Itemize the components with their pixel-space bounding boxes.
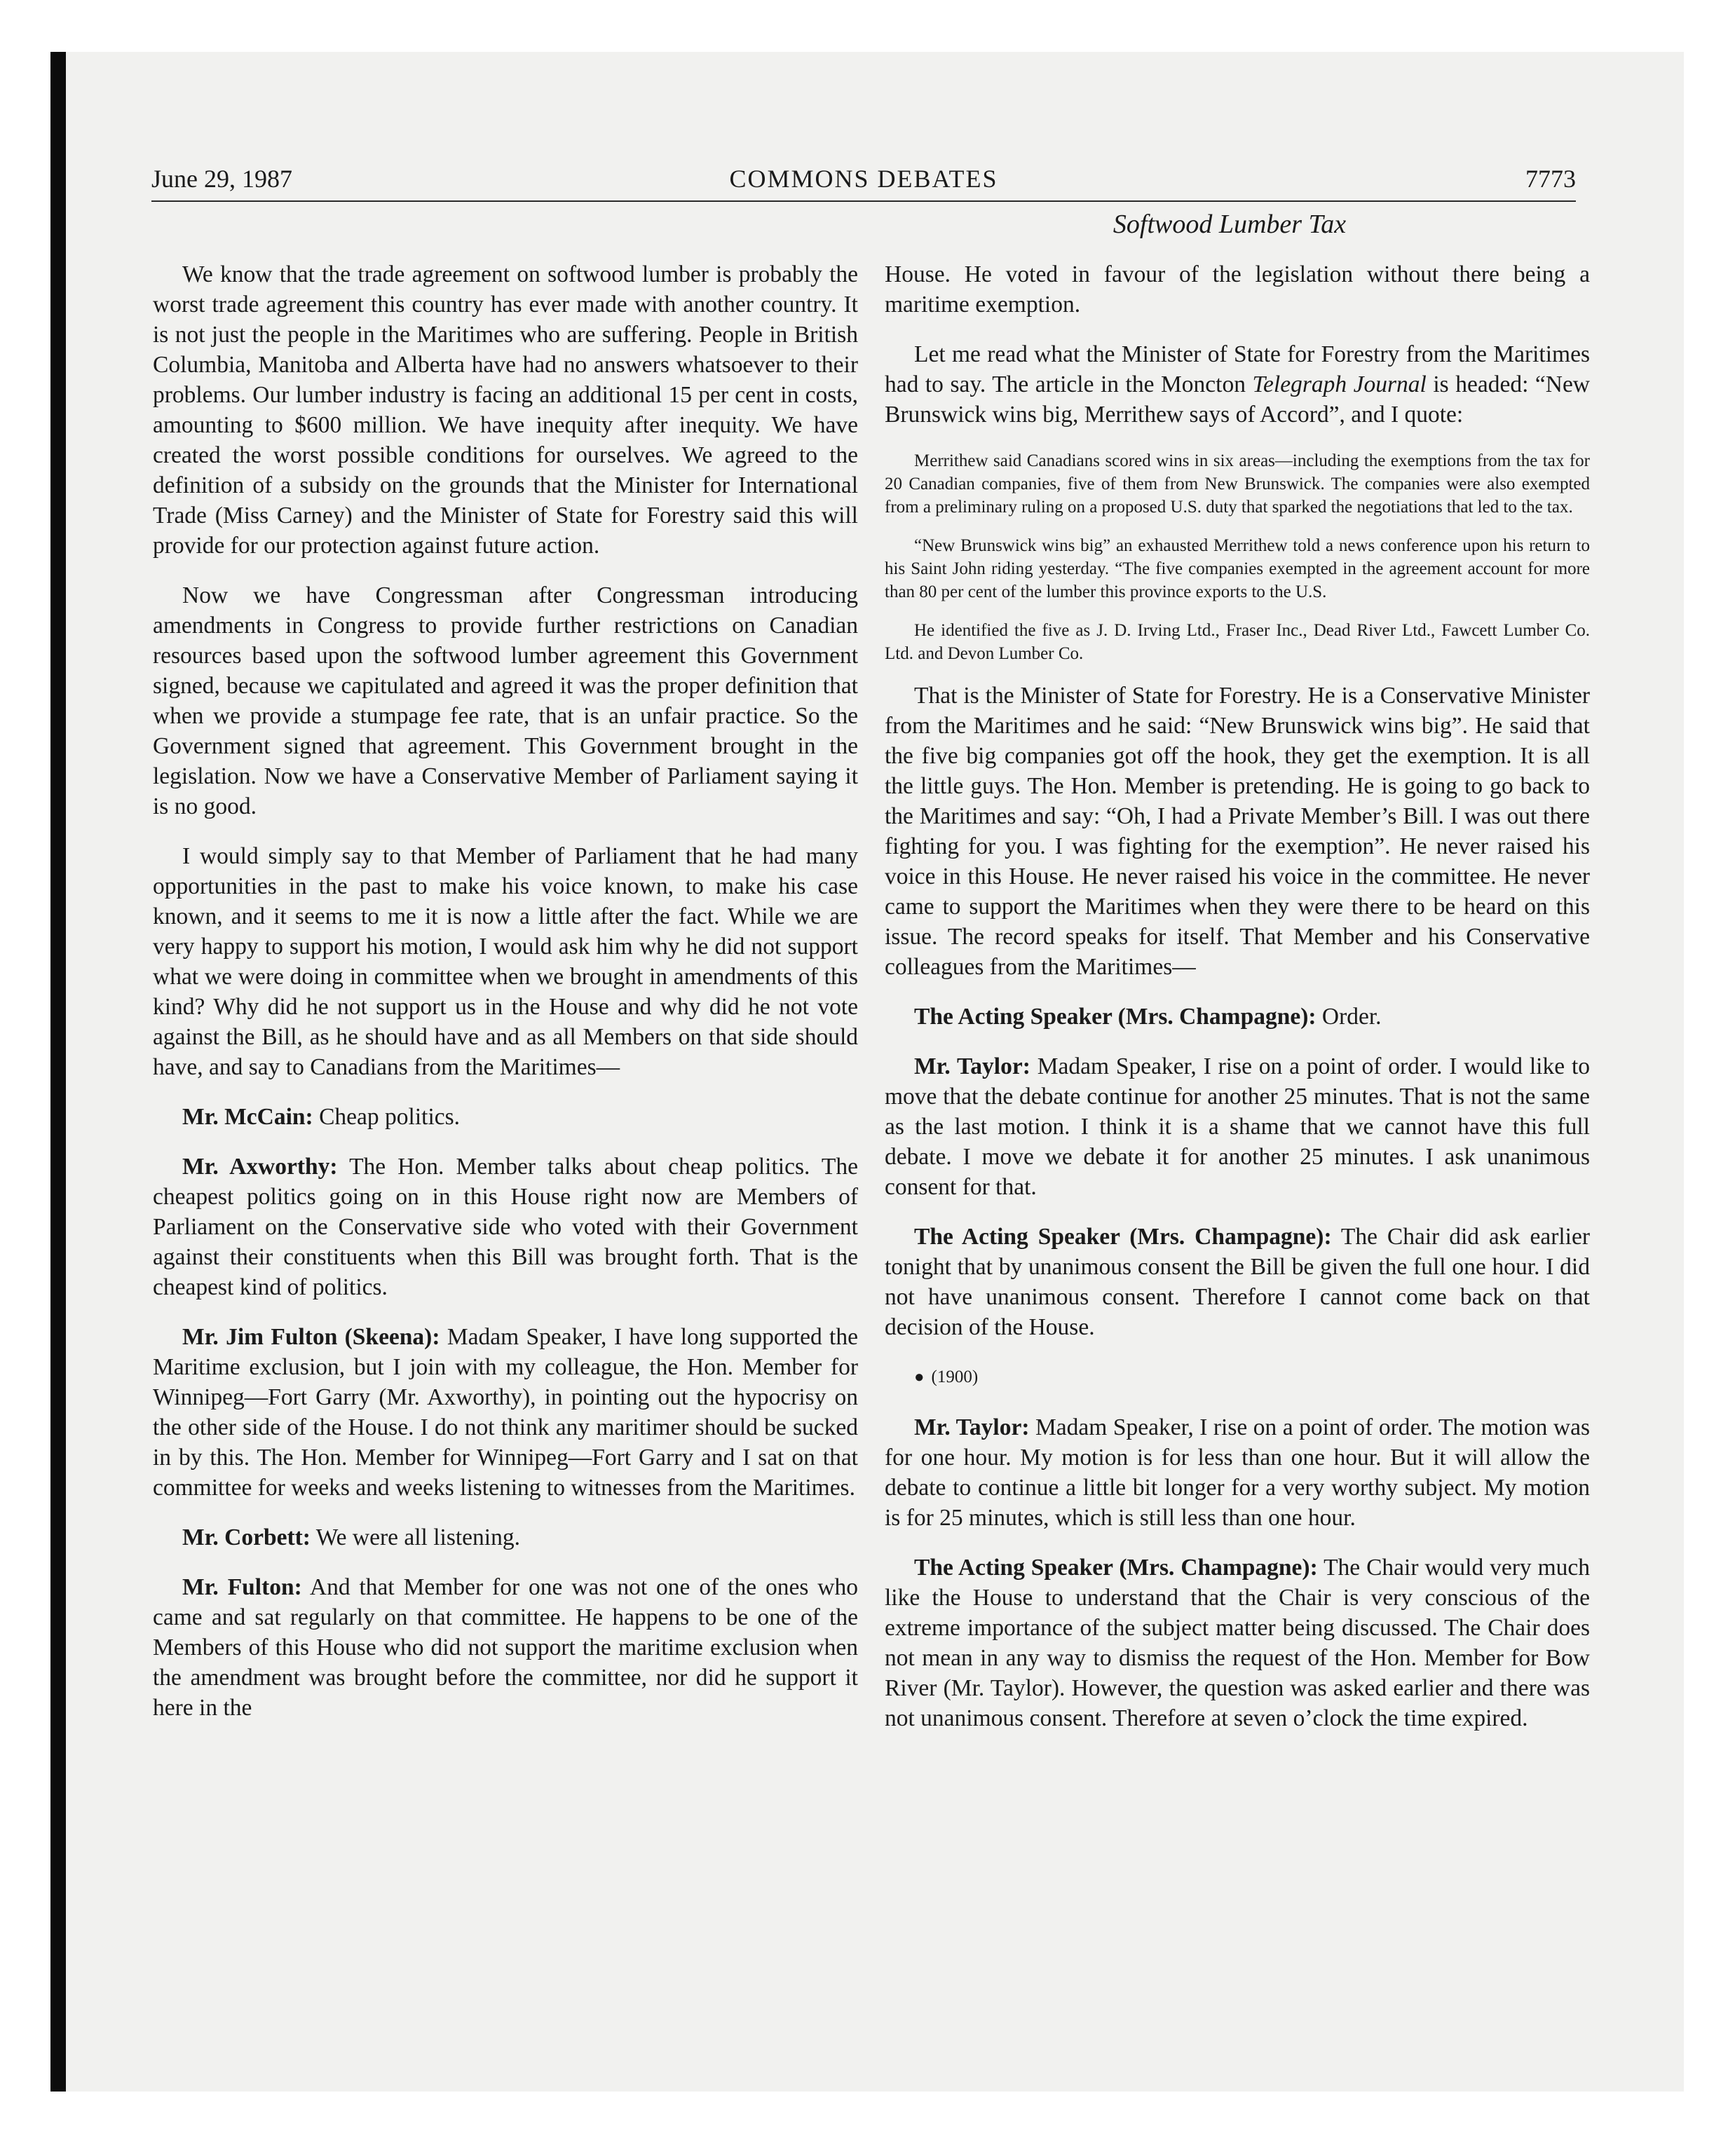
text-run: is headed: “New Brunswick wins big, Merrithew says of Accord”, and I quote:	[885, 371, 1591, 428]
block-quote: Merrithew said Canadians scored wins in six areas—including the exemptions from the tax for 20 Canadian companies, five of them from New Brunswick. The companies were also exempted from a preliminary ruling on a proposed U.S. duty that sparked the negotiations that led to the tax.	[885, 451, 1590, 517]
speech-text: Cheap politics.	[313, 1104, 461, 1130]
speech-text: The Chair would very much like the House to understand that the Chair is very conscious of the extreme importance of the subject matter being discussed. The Chair does not mean in any way to dismiss the request of the Hon. Member for Bow River (Mr. Taylor). However, the question was asked earlier and there was not unanimous consent. Therefore at seven o’clock the time expired.	[885, 1555, 1590, 1731]
speech-text: Madam Speaker, I have long supported the Maritime exclusion, but I join with my colleague, the Hon. Member for Winnipeg—Fort Garry (Mr. Axworthy), in pointing out the hypocrisy on the other side of the House. I do not think any maritimer should be sucked in by this. The Hon. Member for Winnipeg—Fort Garry and I sat on that committee for weeks and weeks listening to witnesses from the Maritimes.	[153, 1324, 858, 1501]
speech-text: Madam Speaker, I rise on a point of order. The motion was for one hour. My motion is for less than one hour. But it will allow the debate to continue a little bit longer for a very worthy subject. My motion is for 25 minutes, which is still less than one hour.	[885, 1414, 1590, 1531]
speech	[885, 1222, 1590, 1342]
speech	[885, 1553, 1590, 1733]
paragraph: We know that the trade agreement on softwood lumber is probably the worst trade agreement this country has ever made with another country. It is not just the people in the Maritimes who are suffering. People in British Columbia, Manitoba and Alberta have had no answers whatsoever to their problems. Our lumber industry is facing an additional 15 per cent in costs, amounting to $600 million. We have inequity after inequity. We have created the worst possible conditions for ourselves. We agreed to the definition of a subsidy on the grounds that the Minister for International Trade (Miss Carney) and the Minister of State for Forestry said this will provide for our protection against future action.	[153, 261, 858, 559]
speech	[885, 1002, 1590, 1032]
header-title: COMMONS DEBATES	[729, 165, 998, 193]
speech-text: The Chair did ask earlier tonight that by unanimous consent the Bill be given the full one hour. I did not have unanimous consent. Therefore I cannot come back on that decision of the House.	[885, 1224, 1590, 1340]
page-header	[151, 158, 1576, 202]
speech	[153, 1102, 858, 1132]
paragraph: That is the Minister of State for Forestry. He is a Conservative Minister from the Maritimes and he said: “New Brunswick wins big”. He said that the five big companies got off the hook, they get the exemption. It is all the little guys. The Hon. Member is pretending. He is going to go back to the Maritimes and say: “Oh, I had a Private Member’s Bill. I was out there fighting for you. I was fighting for the exemption”. He never raised his voice in this House. He never raised his voice in the committee. He never came to support the Maritimes when they were there to be heard on this issue. The record speaks for itself. That Member and his Conservative colleagues from the Maritimes—	[885, 683, 1590, 980]
paragraph: I would simply say to that Member of Parliament that he had many opportunities in the past to make his voice known, to make his case known, and it seems to me it is now a little after the fact. While we are very happy to support his motion, I would ask him why he did not support what we were doing in committee when we brought in amendments of this kind? Why did he not support us in the House and why did he not vote against the Bill, as he should have and as all Members on that side should have, and say to Canadians from the Maritimes—	[153, 843, 858, 1080]
speech	[153, 1572, 858, 1723]
speech-text: Madam Speaker, I rise on a point of order. I would like to move that the debate continue for another 25 minutes. That is not the same as the last motion. I think it is a shame that we cannot have this full debate. I move we debate it for another 25 minutes. I ask unanimous consent for that.	[885, 1053, 1590, 1200]
speaker-name: Mr. Jim Fulton (Skeena):	[182, 1324, 440, 1350]
speaker-name: The Acting Speaker (Mrs. Champagne):	[914, 1224, 1332, 1250]
speech	[153, 1522, 858, 1553]
bullet-icon: ●	[914, 1368, 925, 1386]
paragraph-continued: House. He voted in favour of the legislation without there being a maritime exemption.	[885, 261, 1590, 318]
speech	[153, 1322, 858, 1503]
speaker-name: Mr. Taylor:	[914, 1414, 1030, 1440]
time-marker	[885, 1362, 1590, 1393]
speech	[153, 1152, 858, 1302]
paragraph	[885, 339, 1590, 430]
paragraph: Now we have Congressman after Congressman introducing amendments in Congress to provide further restrictions on Canadian resources based upon the softwood lumber agreement this Government signed, because we capitulated and agreed it was the proper definition that when we provide a stumpage fee rate, that is an unfair practice. So the Government signed that agreement. This Government brought in the legislation. Now we have a Conservative Member of Parliament saying it is no good.	[153, 582, 858, 819]
right-column	[885, 259, 1590, 1753]
speaker-name: Mr. McCain:	[182, 1104, 313, 1130]
speech-text: And that Member for one was not one of the ones who came and sat regularly on that committee. He happens to be one of the Members of this House who did not support the maritime exclusion when the amendment was brought before the committee, nor did he support it here in the	[153, 1574, 859, 1721]
time-stamp: (1900)	[931, 1367, 979, 1386]
speech-text: The Hon. Member talks about cheap politics. The cheapest politics going on in this House right now are Members of Parliament on the Conservative side who voted with their Government against their constituents when this Bill was brought forth. That is the cheapest kind of politics.	[153, 1154, 858, 1300]
block-quote: He identified the five as J. D. Irving Ltd., Fraser Inc., Dead River Ltd., Fawcett Lumber Co. Ltd. and Devon Lumber Co.	[885, 621, 1590, 663]
block-quote: “New Brunswick wins big” an exhausted Merrithew told a news conference upon his return to his Saint John riding yesterday. “The five companies exempted in the agreement account for more than 80 per cent of the lumber this province exports to the U.S.	[885, 536, 1590, 601]
speech	[885, 1412, 1590, 1533]
left-column	[153, 259, 858, 1742]
speech	[885, 1051, 1590, 1202]
running-title: Softwood Lumber Tax	[1113, 210, 1347, 239]
speaker-name: Mr. Corbett:	[182, 1524, 311, 1550]
page-number: 7773	[1525, 165, 1576, 193]
speech-text: Order.	[1316, 1004, 1382, 1030]
newspaper-title: Telegraph Journal	[1252, 371, 1427, 397]
scan-edge	[50, 52, 66, 2092]
speaker-name: The Acting Speaker (Mrs. Champagne):	[914, 1004, 1316, 1030]
text-run: Let me read what the Minister of State for Forestry from the Maritimes had to say. The article in the Moncton	[885, 341, 1590, 397]
speaker-name: The Acting Speaker (Mrs. Champagne):	[914, 1555, 1318, 1581]
speaker-name: Mr. Axworthy:	[182, 1154, 338, 1180]
header-date: June 29, 1987	[151, 165, 292, 193]
speech-text: We were all listening.	[310, 1524, 520, 1550]
speaker-name: Mr. Taylor:	[914, 1053, 1030, 1079]
speaker-name: Mr. Fulton:	[182, 1574, 302, 1600]
